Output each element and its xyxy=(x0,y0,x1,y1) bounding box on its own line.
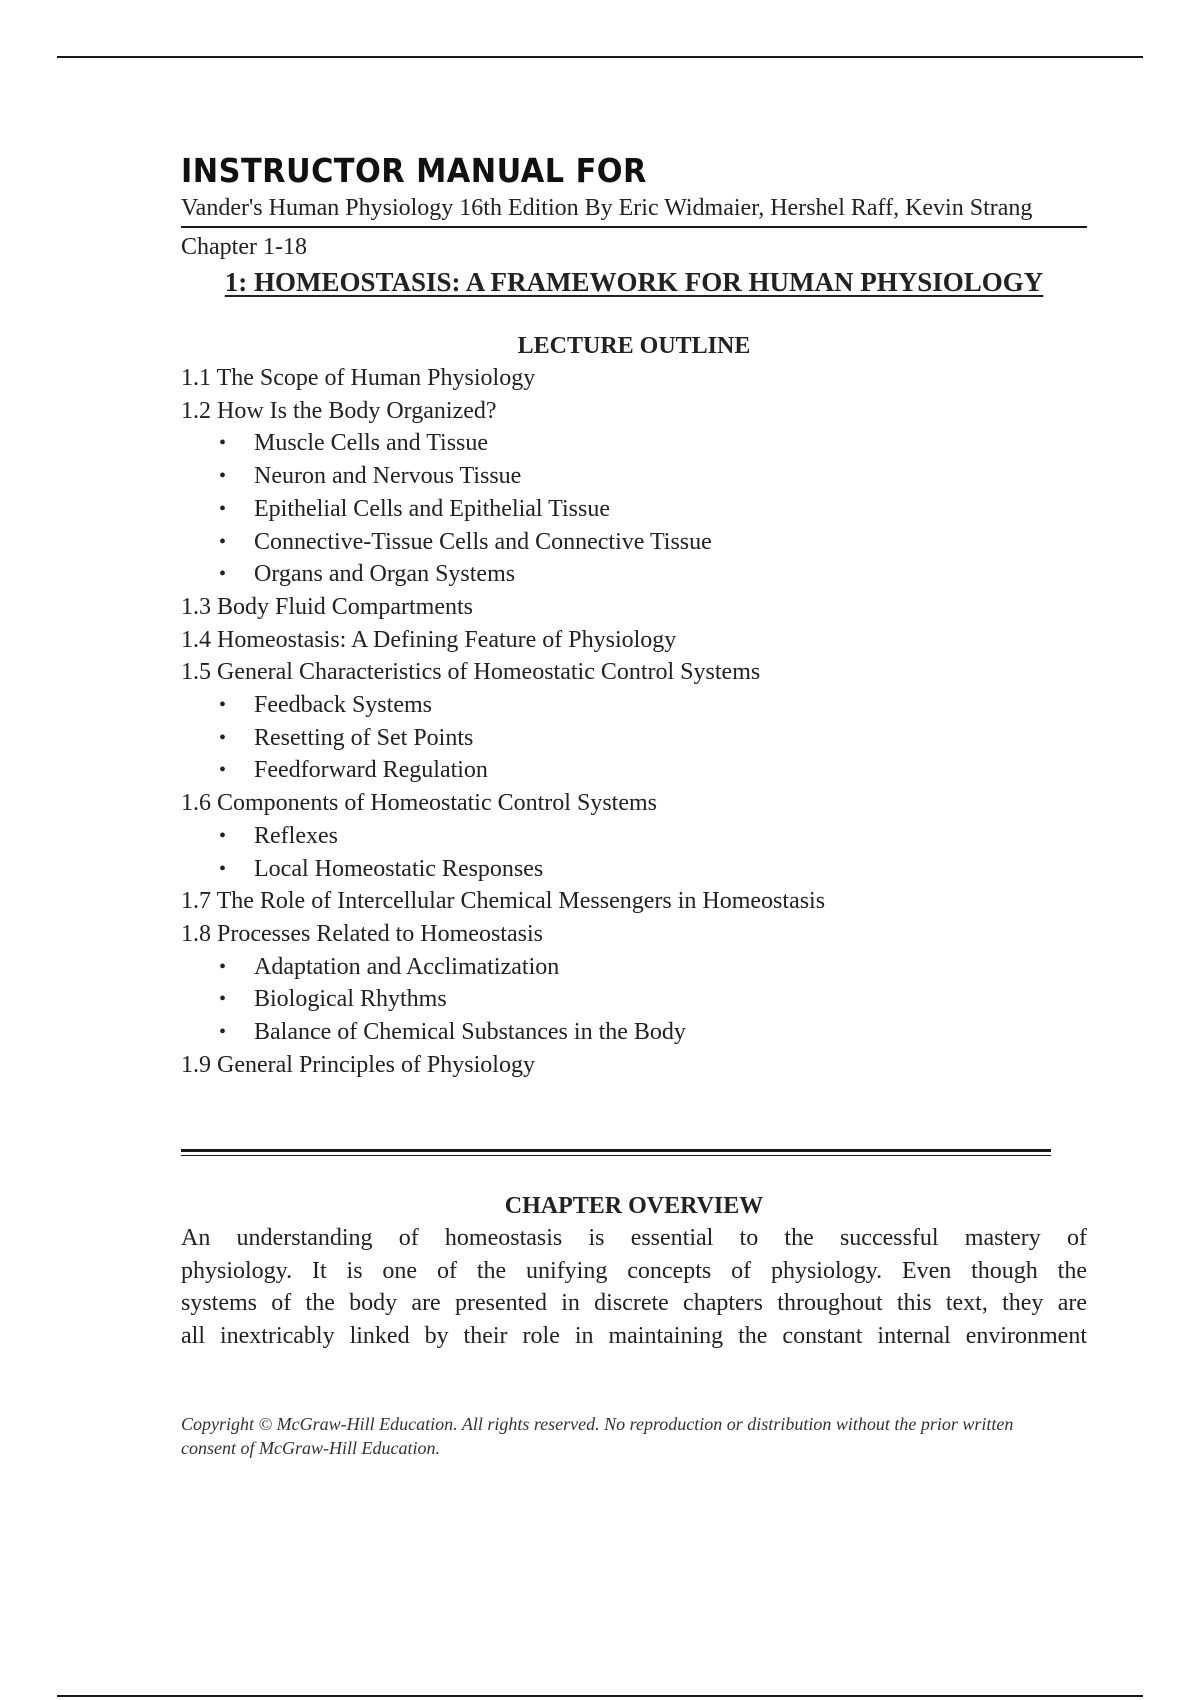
outline-item-1-6: 1.6 Components of Homeostatic Control Systems xyxy=(181,790,657,817)
page-top-rule xyxy=(57,56,1143,58)
chapter-overview-line: systems of the body are presented in discrete chapters throughout this text, they are xyxy=(181,1290,1087,1317)
bullet-icon: • xyxy=(219,694,227,717)
document-title: INSTRUCTOR MANUAL FOR xyxy=(181,151,647,190)
outline-subitem xyxy=(181,689,1087,722)
bullet-icon: • xyxy=(219,988,227,1011)
lecture-outline-heading: LECTURE OUTLINE xyxy=(517,333,751,359)
outline-subitem xyxy=(181,1016,1087,1049)
outline-subitem-label: Biological Rhythms xyxy=(254,986,447,1013)
chapter-overview-line: all inextricably linked by their role in maintaining the constant internal environment xyxy=(181,1322,1087,1349)
outline-subitem xyxy=(181,983,1087,1016)
page-content xyxy=(181,150,1087,1460)
outline-subitem xyxy=(181,558,1087,591)
outline-subitem xyxy=(181,820,1087,853)
outline-subitem-label: Feedback Systems xyxy=(254,692,432,719)
outline-subitem-label: Connective-Tissue Cells and Connective Tissue xyxy=(254,528,712,555)
bullet-icon: • xyxy=(219,563,227,586)
lecture-outline-list xyxy=(181,362,1087,1081)
bullet-icon: • xyxy=(219,759,227,782)
outline-subitem-label: Feedforward Regulation xyxy=(254,757,488,784)
outline-subitem xyxy=(181,754,1087,787)
outline-subitem xyxy=(181,853,1087,886)
outline-subitem-label: Resetting of Set Points xyxy=(254,724,474,751)
outline-subitem xyxy=(181,526,1087,559)
document-subtitle: Vander's Human Physiology 16th Edition By Eric Widmaier, Hershel Raff, Kevin Strang xyxy=(181,192,1087,228)
chapter-overview-heading: CHAPTER OVERVIEW xyxy=(504,1193,764,1220)
bullet-icon: • xyxy=(219,530,227,553)
bullet-icon: • xyxy=(219,857,227,880)
outline-subitem xyxy=(181,493,1087,526)
outline-item-1-7: 1.7 The Role of Intercellular Chemical Messengers in Homeostasis xyxy=(181,888,826,915)
outline-subitem xyxy=(181,427,1087,460)
outline-subitem xyxy=(181,460,1087,493)
outline-subitem-label: Balance of Chemical Substances in the Body xyxy=(254,1019,686,1046)
chapter-heading: 1: HOMEOSTASIS: A FRAMEWORK FOR HUMAN PHYSIOLOGY xyxy=(224,267,1044,297)
outline-subitem-label: Adaptation and Acclimatization xyxy=(254,953,560,980)
outline-item-1-4: 1.4 Homeostasis: A Defining Feature of Physiology xyxy=(181,626,677,653)
outline-item-1-2: 1.2 How Is the Body Organized? xyxy=(181,397,497,424)
outline-subitem-label: Organs and Organ Systems xyxy=(254,561,516,588)
chapter-range: Chapter 1-18 xyxy=(181,234,307,260)
bullet-icon: • xyxy=(219,1021,227,1044)
bullet-icon: • xyxy=(219,824,227,847)
outline-subitem-label: Local Homeostatic Responses xyxy=(254,855,544,882)
outline-subitem-label: Neuron and Nervous Tissue xyxy=(254,463,522,490)
outline-item-1-1: 1.1 The Scope of Human Physiology xyxy=(181,365,536,391)
outline-item-1-8: 1.8 Processes Related to Homeostasis xyxy=(181,920,543,947)
chapter-overview-line: An understanding of homeostasis is essential to the successful mastery of xyxy=(181,1225,1087,1252)
bullet-icon: • xyxy=(219,955,227,978)
outline-item-1-5: 1.5 General Characteristics of Homeostatic Control Systems xyxy=(181,659,761,686)
copyright-notice: Copyright © McGraw-Hill Education. All rights reserved. No reproduction or distribution without the prior written consent of McGraw-Hill Education. xyxy=(181,1414,1014,1459)
bullet-icon: • xyxy=(219,432,227,455)
outline-subitem xyxy=(181,951,1087,984)
outline-subitem xyxy=(181,722,1087,755)
chapter-overview-line: physiology. It is one of the unifying concepts of physiology. Even though the xyxy=(181,1257,1087,1284)
outline-subitem-label: Reflexes xyxy=(254,822,338,849)
outline-item-1-9: 1.9 General Principles of Physiology xyxy=(181,1051,535,1078)
section-divider xyxy=(181,1149,1051,1156)
outline-item-1-3: 1.3 Body Fluid Compartments xyxy=(181,593,474,620)
outline-subitem-label: Epithelial Cells and Epithelial Tissue xyxy=(254,495,610,522)
outline-subitem-label: Muscle Cells and Tissue xyxy=(254,430,489,457)
bullet-icon: • xyxy=(219,465,227,488)
page-bottom-rule xyxy=(57,1695,1143,1697)
bullet-icon: • xyxy=(219,726,227,749)
bullet-icon: • xyxy=(219,497,227,520)
